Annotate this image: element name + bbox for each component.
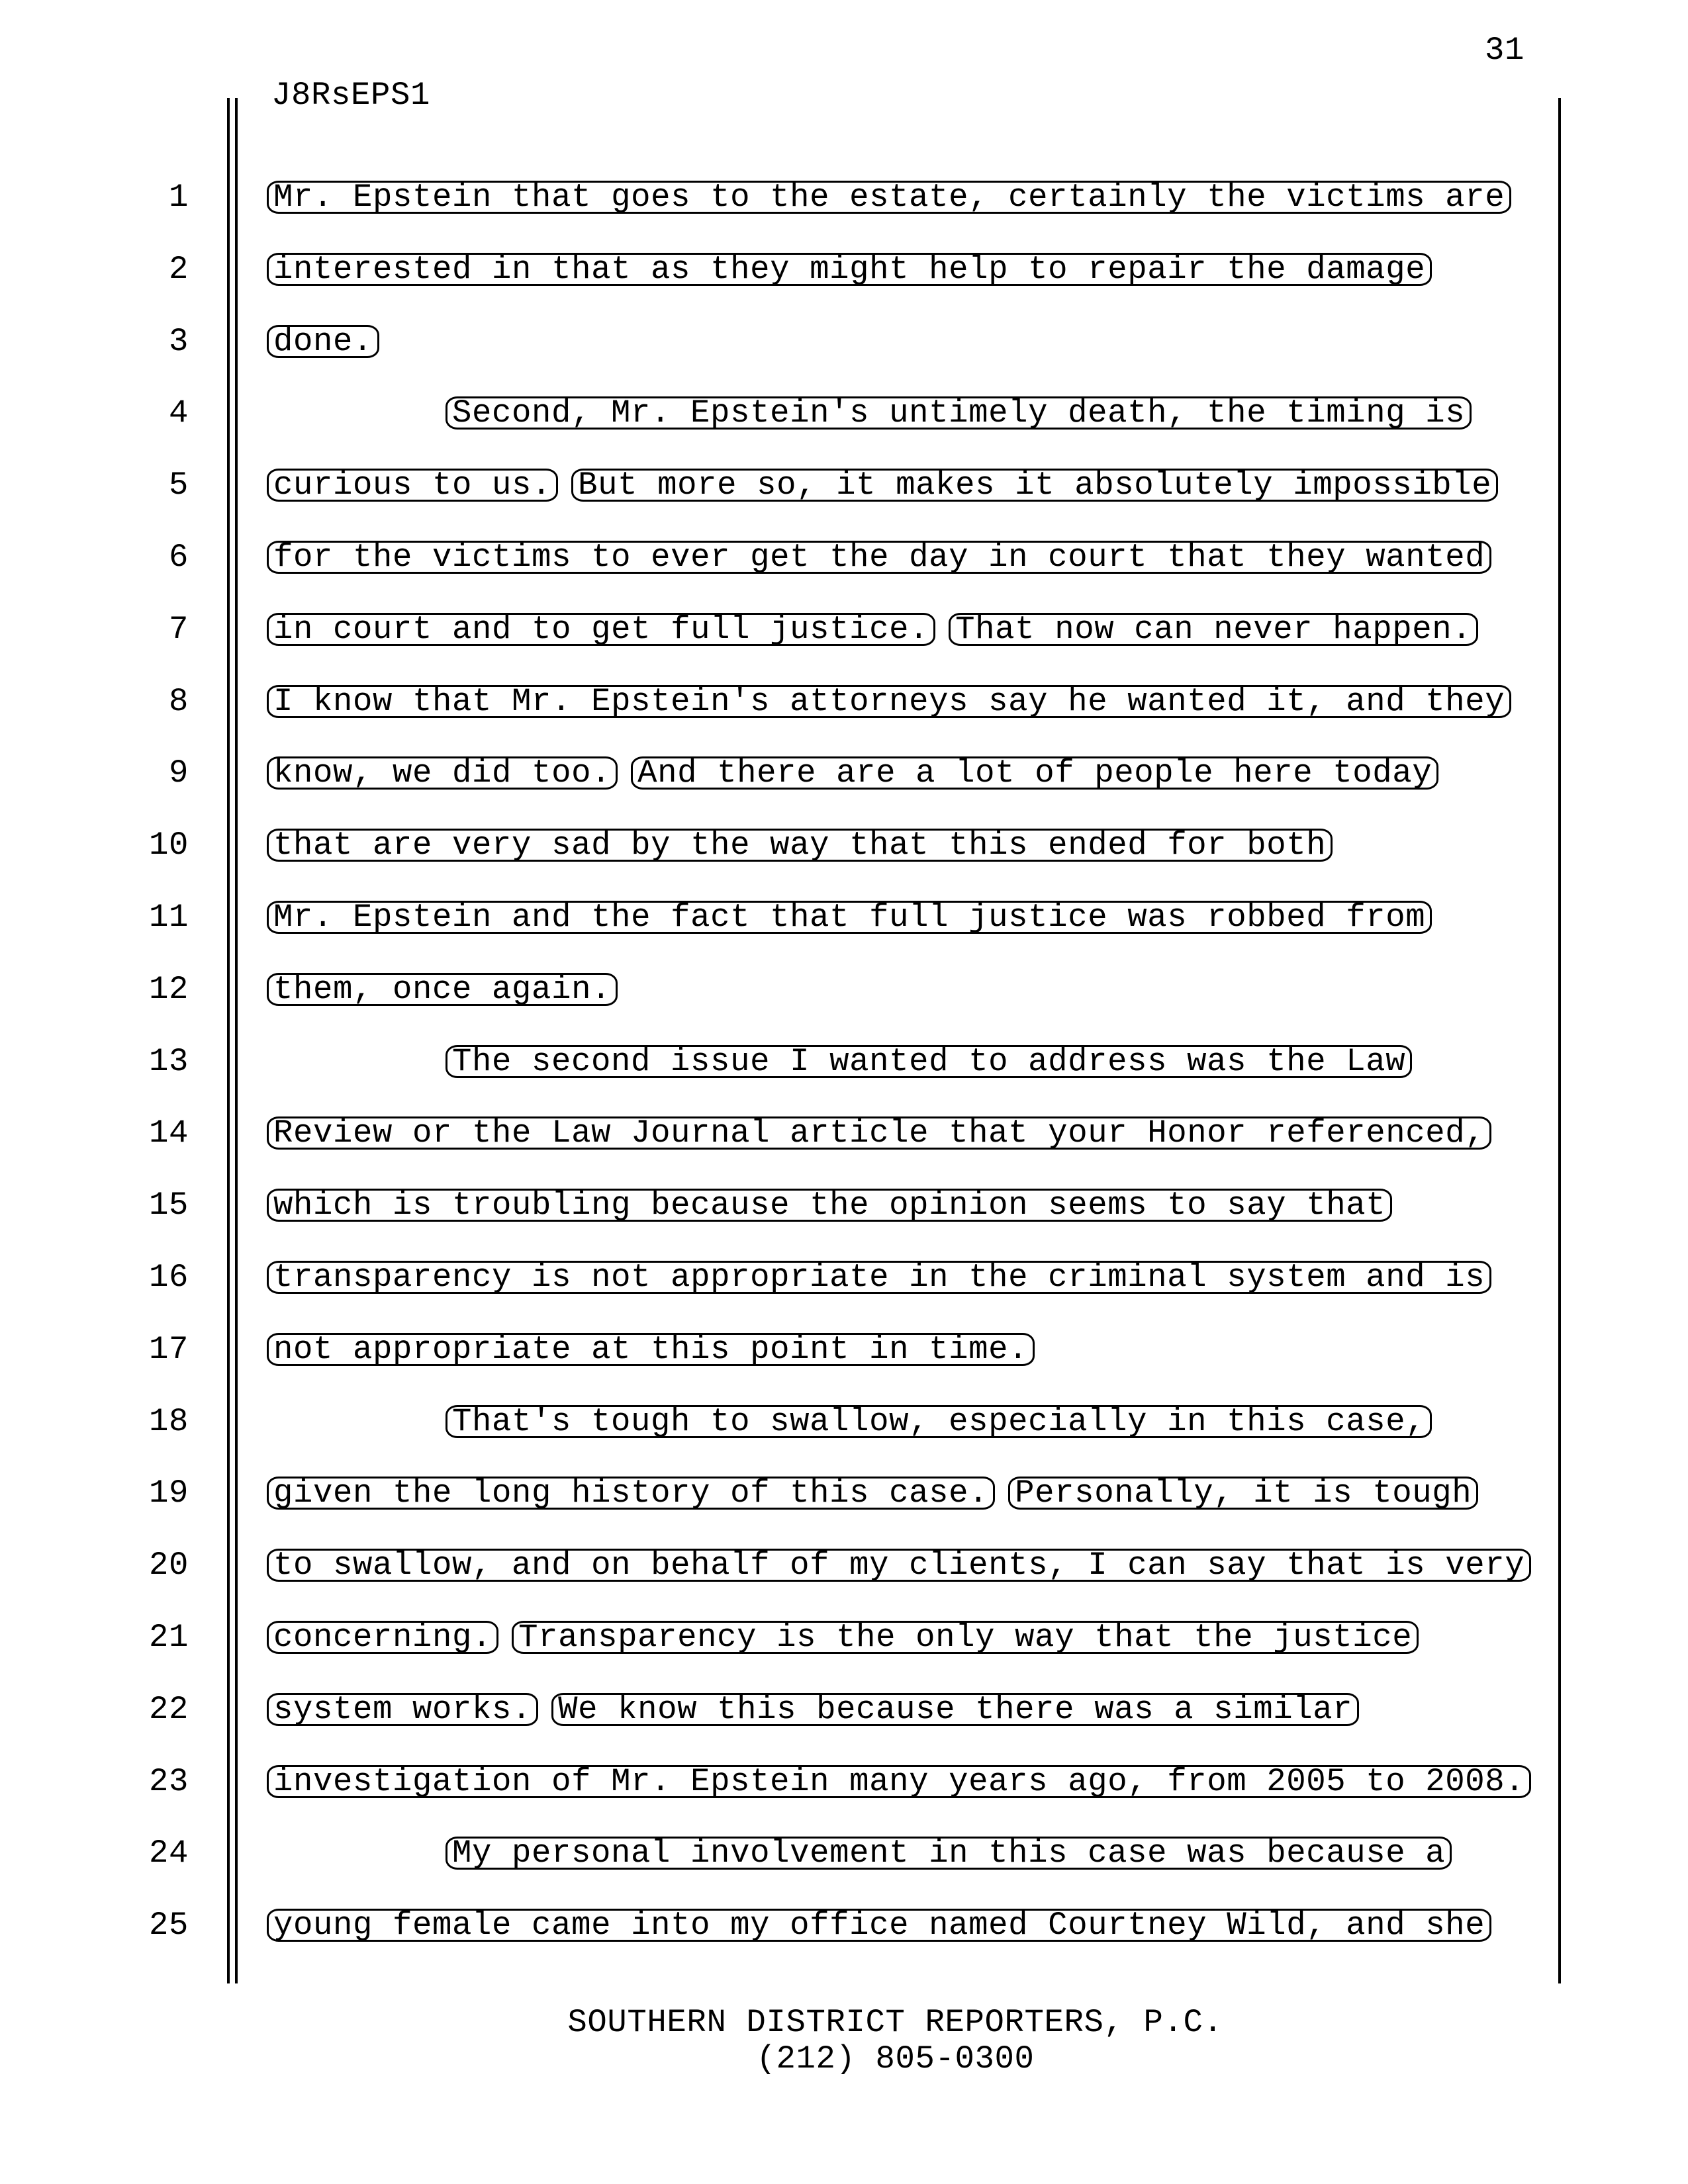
transcript-line [0,829,1688,866]
text-segment-box: not appropriate at this point in time. [267,1333,1035,1366]
line-number: 16 [148,1259,189,1296]
line-number: 11 [148,899,189,936]
text-segment-box: that are very sad by the way that this ended for both [267,829,1333,862]
transcript-line [0,469,1688,506]
text-segment-box: interested in that as they might help to repair the damage [267,253,1432,286]
transcript-line [0,756,1688,794]
line-text [267,253,1432,286]
transcript-line [0,1909,1688,1946]
text-segment-box: for the victims to ever get the day in court that they wanted [267,541,1491,574]
text-segment-box: Second, Mr. Epstein's untimely death, the timing is [445,396,1472,430]
transcript-line [0,541,1688,578]
transcript-line [0,1261,1688,1298]
text-segment-box: curious to us. [267,469,558,502]
line-text [267,1909,1491,1942]
line-number: 10 [148,827,189,864]
line-text [445,396,1472,430]
transcript-line [0,1333,1688,1370]
line-text [267,1765,1531,1798]
line-number: 21 [148,1619,189,1656]
line-number: 4 [168,394,189,432]
line-text [267,973,618,1006]
text-segment-box: them, once again. [267,973,618,1006]
line-number: 15 [148,1187,189,1224]
line-number: 20 [148,1547,189,1584]
line-text [445,1405,1432,1438]
line-text [267,685,1511,718]
transcript-line [0,685,1688,722]
line-text [267,1549,1531,1582]
line-number: 22 [148,1691,189,1728]
transcript-line [0,1765,1688,1802]
line-number: 7 [168,611,189,648]
line-number: 17 [148,1331,189,1368]
line-text [267,1621,1419,1654]
line-number: 23 [148,1763,189,1800]
line-text [267,1693,1359,1726]
line-text [267,901,1432,934]
line-text [267,756,1438,790]
text-segment-box: Mr. Epstein that goes to the estate, certainly the victims are [267,181,1511,214]
line-number: 2 [168,251,189,288]
text-segment-box: young female came into my office named Courtney Wild, and she [267,1909,1491,1942]
transcript-line [0,1837,1688,1874]
text-segment-box: know, we did too. [267,756,618,790]
reporter-footer [103,2005,1688,2077]
line-number: 9 [168,754,189,792]
text-segment-box: concerning. [267,1621,498,1654]
line-text [267,613,1478,646]
line-text [267,469,1498,502]
line-number: 1 [168,179,189,216]
transcript-line [0,1693,1688,1730]
text-segment-box: Transparency is the only way that the justice [512,1621,1419,1654]
text-segment-box: We know this because there was a similar [551,1693,1359,1726]
text-segment-box: Personally, it is tough [1008,1477,1478,1510]
line-number: 8 [168,683,189,720]
text-segment-box: done. [267,325,379,358]
line-text [267,1116,1491,1150]
text-segment-box: That now can never happen. [949,613,1478,646]
text-segment-box: And there are a lot of people here today [631,756,1438,790]
text-segment-box: That's tough to swallow, especially in this case, [445,1405,1432,1438]
text-segment-box: given the long history of this case. [267,1477,995,1510]
text-segment-box: which is troubling because the opinion seems to say that [267,1189,1392,1222]
transcript-line [0,396,1688,433]
transcript-line [0,973,1688,1010]
line-text [267,181,1511,214]
line-text [445,1045,1412,1078]
transcript-line [0,1116,1688,1154]
transcript-line [0,901,1688,938]
transcript-line [0,253,1688,290]
transcript-line [0,1477,1688,1514]
transcript-line [0,1621,1688,1658]
line-number: 25 [148,1907,189,1944]
text-segment-box: Mr. Epstein and the fact that full justice was robbed from [267,901,1432,934]
page-number: 31 [1484,32,1524,69]
line-text [267,829,1333,862]
line-text [267,1189,1392,1222]
reporter-name: SOUTHERN DISTRICT REPORTERS, P.C. [567,2004,1223,2041]
line-text [267,1333,1035,1366]
line-number: 18 [148,1403,189,1440]
transcript-line [0,1189,1688,1226]
text-segment-box: system works. [267,1693,538,1726]
transcript-line [0,1549,1688,1586]
line-number: 19 [148,1475,189,1512]
text-segment-box: to swallow, and on behalf of my clients, I can say that is very [267,1549,1531,1582]
line-text [267,541,1491,574]
line-text [267,325,379,358]
line-text [445,1837,1452,1870]
text-segment-box: My personal involvement in this case was because a [445,1837,1452,1870]
reporter-phone: (212) 805-0300 [756,2040,1035,2077]
transcript-line [0,1045,1688,1082]
text-segment-box: The second issue I wanted to address was the Law [445,1045,1412,1078]
line-number: 24 [148,1835,189,1872]
text-segment-box: transparency is not appropriate in the criminal system and is [267,1261,1491,1294]
text-segment-box: I know that Mr. Epstein's attorneys say he wanted it, and they [267,685,1511,718]
text-segment-box: investigation of Mr. Epstein many years ago, from 2005 to 2008. [267,1765,1531,1798]
document-id: J8RsEPS1 [271,77,431,114]
line-text [267,1261,1491,1294]
text-segment-box: in court and to get full justice. [267,613,935,646]
line-number: 5 [168,467,189,504]
transcript-line [0,613,1688,650]
line-number: 14 [148,1115,189,1152]
text-segment-box: But more so, it makes it absolutely impossible [571,469,1498,502]
line-text [267,1477,1478,1510]
line-number: 3 [168,323,189,360]
text-segment-box: Review or the Law Journal article that your Honor referenced, [267,1116,1491,1150]
line-number: 6 [168,539,189,576]
transcript-line [0,325,1688,362]
transcript-line [0,1405,1688,1442]
line-number: 12 [148,971,189,1008]
line-number: 13 [148,1043,189,1080]
transcript-line [0,181,1688,218]
